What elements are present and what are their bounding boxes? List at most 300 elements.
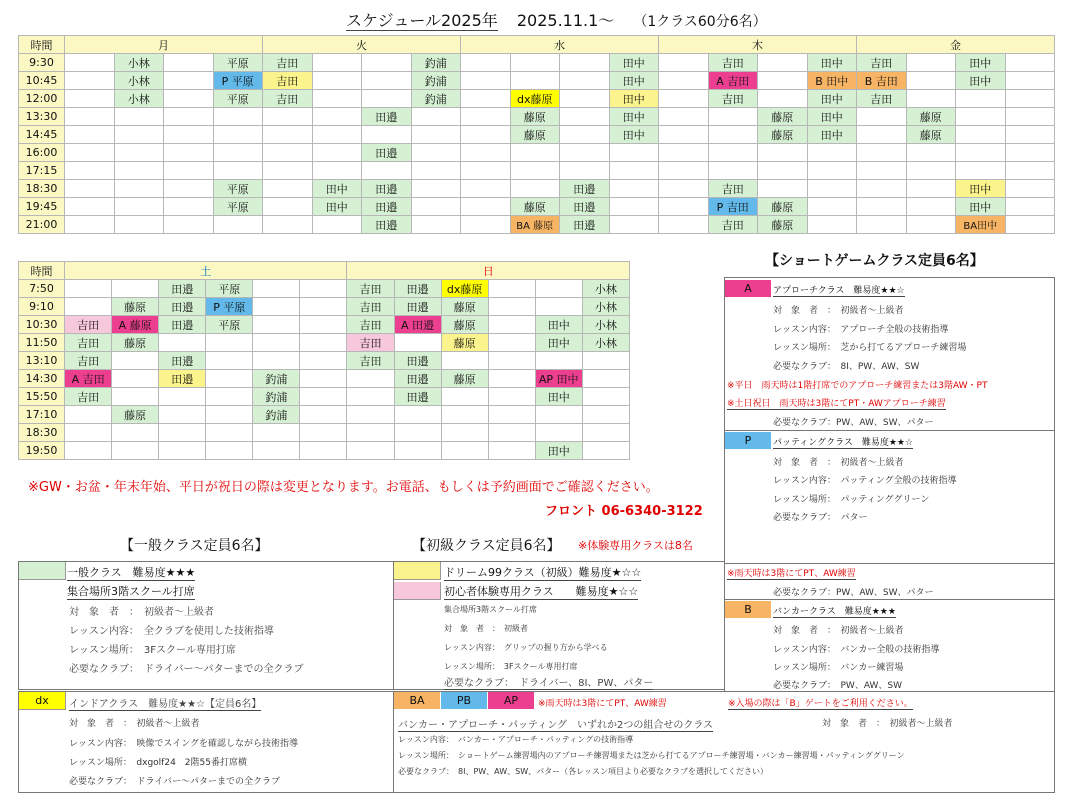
lesson-slot: 田邉 xyxy=(159,316,206,334)
lesson-slot: 田中 xyxy=(535,316,582,334)
empty-slot xyxy=(300,406,347,424)
dream99-class-name: ドリーム99クラス（初級）難易度★☆☆ xyxy=(444,566,642,579)
schedule-row xyxy=(19,108,1055,126)
time-cell: 7:50 xyxy=(19,280,65,298)
schedule-row xyxy=(19,388,630,406)
empty-slot xyxy=(510,180,560,198)
lesson-slot: 田邉 xyxy=(159,298,206,316)
empty-slot xyxy=(488,280,535,298)
empty-slot xyxy=(510,54,560,72)
empty-slot xyxy=(263,108,313,126)
empty-slot xyxy=(114,126,164,144)
empty-slot xyxy=(65,180,115,198)
title-text: スケジュール2025年 xyxy=(346,11,498,30)
empty-slot xyxy=(807,162,857,180)
empty-slot xyxy=(659,126,709,144)
empty-slot xyxy=(1005,90,1055,108)
empty-slot xyxy=(461,216,511,234)
empty-slot xyxy=(535,424,582,442)
lesson-slot: A 田邉 xyxy=(394,316,441,334)
empty-slot xyxy=(906,216,956,234)
lesson-slot: 田邉 xyxy=(394,352,441,370)
lesson-slot: 田中 xyxy=(956,72,1006,90)
day-header: 土 xyxy=(65,262,347,280)
short-game-box xyxy=(724,277,1055,692)
empty-slot xyxy=(535,352,582,370)
empty-slot xyxy=(461,198,511,216)
lesson-slot: 藤原 xyxy=(758,108,808,126)
empty-slot xyxy=(441,406,488,424)
empty-slot xyxy=(164,90,214,108)
empty-slot xyxy=(609,162,659,180)
approach-place: レッスン場所： 芝から打てるアプローチ練習場 xyxy=(773,343,967,353)
lesson-slot: B 吉田 xyxy=(857,72,907,90)
day-header: 木 xyxy=(659,36,857,54)
lesson-slot: 田邉 xyxy=(560,180,610,198)
empty-slot xyxy=(164,144,214,162)
empty-slot xyxy=(112,442,159,460)
empty-slot xyxy=(65,90,115,108)
empty-slot xyxy=(758,144,808,162)
time-cell: 21:00 xyxy=(19,216,65,234)
empty-slot xyxy=(65,424,112,442)
lesson-slot: 田邉 xyxy=(159,352,206,370)
empty-slot xyxy=(535,298,582,316)
empty-slot xyxy=(659,162,709,180)
empty-slot xyxy=(65,126,115,144)
bunker-place: レッスン場所： バンカー練習場 xyxy=(773,663,904,673)
time-cell: 17:15 xyxy=(19,162,65,180)
lesson-slot: 田中 xyxy=(609,126,659,144)
lesson-slot: 小林 xyxy=(582,280,629,298)
time-cell: 14:30 xyxy=(19,370,65,388)
day-header: 火 xyxy=(263,36,461,54)
lesson-slot: 田邉 xyxy=(394,388,441,406)
empty-slot xyxy=(164,162,214,180)
lesson-slot: 吉田 xyxy=(347,316,394,334)
empty-slot xyxy=(112,280,159,298)
indoor-tag: dx xyxy=(19,692,66,710)
empty-slot xyxy=(461,108,511,126)
lesson-slot: 藤原 xyxy=(112,298,159,316)
schedule-row xyxy=(19,126,1055,144)
lesson-slot: 釣浦 xyxy=(253,388,300,406)
empty-slot xyxy=(708,162,758,180)
lesson-slot: B 田中 xyxy=(807,72,857,90)
empty-slot xyxy=(65,198,115,216)
lesson-slot: 藤原 xyxy=(112,406,159,424)
empty-slot xyxy=(312,72,362,90)
empty-slot xyxy=(659,54,709,72)
empty-slot xyxy=(213,108,263,126)
weekday-schedule-table xyxy=(18,35,1055,234)
capacity-note: （1クラス60分6名） xyxy=(633,14,767,30)
putting-content: レッスン内容： パッティング全般の技術指導 xyxy=(773,476,957,486)
general-detail-clubs: 必要なクラブ： ドライバー～パターまでの全クラブ xyxy=(69,664,304,675)
lesson-slot: 平原 xyxy=(213,198,263,216)
empty-slot xyxy=(906,72,956,90)
empty-slot xyxy=(560,162,610,180)
trial-color-swatch xyxy=(394,582,441,600)
empty-slot xyxy=(394,424,441,442)
empty-slot xyxy=(807,198,857,216)
empty-slot xyxy=(65,280,112,298)
schedule-row xyxy=(19,352,630,370)
empty-slot xyxy=(1005,54,1055,72)
lesson-slot: 吉田 xyxy=(347,352,394,370)
empty-slot xyxy=(560,144,610,162)
combo-tag-ba: BA xyxy=(394,692,440,709)
indoor-class-name: インドアクラス 難易度★★☆【定員6名】 xyxy=(69,695,261,711)
empty-slot xyxy=(411,180,461,198)
empty-slot xyxy=(213,162,263,180)
putting-target: 対 象 者 ： 初級者～上級者 xyxy=(773,458,904,468)
empty-slot xyxy=(114,180,164,198)
empty-slot xyxy=(114,162,164,180)
lesson-slot: 田中 xyxy=(312,180,362,198)
lesson-slot: P 平原 xyxy=(213,72,263,90)
beginner-class-box xyxy=(393,561,725,690)
empty-slot xyxy=(263,180,313,198)
combo-target: 対 象 者 ： 初級者～上級者 xyxy=(822,719,953,729)
empty-slot xyxy=(560,54,610,72)
lesson-slot: 藤原 xyxy=(510,198,560,216)
lesson-slot: 田中 xyxy=(312,198,362,216)
lesson-slot: 小林 xyxy=(582,316,629,334)
approach-rain-clubs: 必要なクラブ：PW、AW、SW、パター xyxy=(773,418,934,428)
empty-slot xyxy=(441,424,488,442)
empty-slot xyxy=(857,198,907,216)
empty-slot xyxy=(300,352,347,370)
schedule-row xyxy=(19,180,1055,198)
empty-slot xyxy=(112,424,159,442)
empty-slot xyxy=(164,180,214,198)
empty-slot xyxy=(253,334,300,352)
lesson-slot: A 吉田 xyxy=(708,72,758,90)
empty-slot xyxy=(857,108,907,126)
empty-slot xyxy=(488,298,535,316)
empty-slot xyxy=(312,126,362,144)
lesson-slot: 田中 xyxy=(807,126,857,144)
day-header: 水 xyxy=(461,36,659,54)
empty-slot xyxy=(300,316,347,334)
time-cell: 11:50 xyxy=(19,334,65,352)
empty-slot xyxy=(659,72,709,90)
empty-slot xyxy=(488,388,535,406)
putting-tag: P xyxy=(725,432,771,449)
empty-slot xyxy=(411,162,461,180)
empty-slot xyxy=(300,334,347,352)
lesson-slot: 吉田 xyxy=(347,298,394,316)
putting-rain-note: ※雨天時は3階にてPT、AW練習 xyxy=(727,566,856,580)
lesson-slot: 平原 xyxy=(213,90,263,108)
lesson-slot: 吉田 xyxy=(857,54,907,72)
empty-slot xyxy=(488,316,535,334)
approach-tag: A xyxy=(725,280,771,297)
empty-slot xyxy=(1005,126,1055,144)
schedule-row xyxy=(19,72,1055,90)
bunker-target: 対 象 者 ： 初級者～上級者 xyxy=(773,626,904,636)
empty-slot xyxy=(659,144,709,162)
divider xyxy=(725,599,1054,600)
approach-target: 対 象 者 ： 初級者～上級者 xyxy=(773,306,904,316)
empty-slot xyxy=(394,406,441,424)
lesson-slot: 藤原 xyxy=(758,216,808,234)
divider xyxy=(725,563,1054,564)
empty-slot xyxy=(1005,162,1055,180)
approach-clubs: 必要なクラブ： 8I、PW、AW、SW xyxy=(773,362,920,372)
lesson-slot: 平原 xyxy=(213,180,263,198)
empty-slot xyxy=(312,108,362,126)
empty-slot xyxy=(206,370,253,388)
empty-slot xyxy=(206,406,253,424)
empty-slot xyxy=(758,180,808,198)
empty-slot xyxy=(659,216,709,234)
empty-slot xyxy=(441,388,488,406)
schedule-row xyxy=(19,424,630,442)
lesson-slot: 小林 xyxy=(114,90,164,108)
lesson-slot: 吉田 xyxy=(708,54,758,72)
indoor-place: レッスン場所： dxgolf24 2階55番打席横 xyxy=(69,758,247,768)
empty-slot xyxy=(609,216,659,234)
empty-slot xyxy=(65,298,112,316)
combo-gate-note: ※入場の際は「B」ゲートをご利用ください。 xyxy=(728,696,913,710)
empty-slot xyxy=(347,388,394,406)
beginner-detail-target: 対 象 者 ： 初級者 xyxy=(444,624,528,633)
lesson-slot: 平原 xyxy=(206,280,253,298)
empty-slot xyxy=(560,126,610,144)
empty-slot xyxy=(488,352,535,370)
empty-slot xyxy=(906,198,956,216)
bunker-content: レッスン内容： バンカー全般の技術指導 xyxy=(773,645,940,655)
lesson-slot: 小林 xyxy=(582,334,629,352)
lesson-slot: 田邉 xyxy=(159,280,206,298)
empty-slot xyxy=(253,280,300,298)
empty-slot xyxy=(411,198,461,216)
beginner-detail-place: レッスン場所： 3Fスクール専用打席 xyxy=(444,662,578,671)
empty-slot xyxy=(582,352,629,370)
lesson-slot: P 吉田 xyxy=(708,198,758,216)
empty-slot xyxy=(956,162,1006,180)
approach-rain-note-weekend: ※土日祝日 雨天時は3階にてPT・AWアプローチ練習 xyxy=(727,396,946,410)
empty-slot xyxy=(560,72,610,90)
lesson-slot: 藤原 xyxy=(112,334,159,352)
beginner-detail-clubs: 必要なクラブ： ドライバー、8I、PW、パター xyxy=(444,674,653,690)
lesson-slot: A 藤原 xyxy=(112,316,159,334)
empty-slot xyxy=(609,198,659,216)
empty-slot xyxy=(708,108,758,126)
empty-slot xyxy=(65,162,115,180)
combo-tag-pb: PB xyxy=(441,692,487,709)
empty-slot xyxy=(114,108,164,126)
lesson-slot: 吉田 xyxy=(263,54,313,72)
empty-slot xyxy=(300,370,347,388)
empty-slot xyxy=(956,126,1006,144)
empty-slot xyxy=(956,144,1006,162)
lesson-slot: 釣浦 xyxy=(411,72,461,90)
empty-slot xyxy=(65,216,115,234)
empty-slot xyxy=(708,126,758,144)
empty-slot xyxy=(65,54,115,72)
empty-slot xyxy=(488,424,535,442)
empty-slot xyxy=(253,298,300,316)
empty-slot xyxy=(582,406,629,424)
empty-slot xyxy=(164,72,214,90)
lesson-slot: 吉田 xyxy=(65,334,112,352)
lesson-slot: BA田中 xyxy=(956,216,1006,234)
empty-slot xyxy=(1005,198,1055,216)
empty-slot xyxy=(362,72,412,90)
general-meeting-place: 集合場所3階スクール打席 xyxy=(67,585,195,598)
lesson-slot: 吉田 xyxy=(347,280,394,298)
lesson-slot: 吉田 xyxy=(263,90,313,108)
combo-class-box xyxy=(393,691,1055,793)
time-cell: 10:45 xyxy=(19,72,65,90)
empty-slot xyxy=(441,442,488,460)
lesson-slot: 田邉 xyxy=(394,370,441,388)
empty-slot xyxy=(206,388,253,406)
lesson-slot: 小林 xyxy=(114,72,164,90)
empty-slot xyxy=(159,334,206,352)
empty-slot xyxy=(206,352,253,370)
day-header: 日 xyxy=(347,262,630,280)
empty-slot xyxy=(461,126,511,144)
empty-slot xyxy=(347,406,394,424)
empty-slot xyxy=(956,90,1006,108)
lesson-slot: 田中 xyxy=(609,54,659,72)
lesson-slot: 藤原 xyxy=(758,198,808,216)
lesson-slot: 藤原 xyxy=(906,108,956,126)
time-cell: 10:30 xyxy=(19,316,65,334)
empty-slot xyxy=(906,54,956,72)
indoor-target: 対 象 者 ： 初級者～上級者 xyxy=(69,719,200,729)
lesson-slot: 田中 xyxy=(956,198,1006,216)
empty-slot xyxy=(906,90,956,108)
lesson-slot: 吉田 xyxy=(857,90,907,108)
empty-slot xyxy=(164,108,214,126)
combo-rain-note: ※雨天時は3階にてPT、AW練習 xyxy=(538,699,667,709)
empty-slot xyxy=(300,280,347,298)
lesson-slot: 田邉 xyxy=(362,180,412,198)
empty-slot xyxy=(807,180,857,198)
time-cell: 17:10 xyxy=(19,406,65,424)
lesson-slot: dx藤原 xyxy=(510,90,560,108)
empty-slot xyxy=(159,442,206,460)
weekend-schedule-table xyxy=(18,261,630,460)
approach-class-name: アプローチクラス 難易度★★☆ xyxy=(773,283,905,297)
empty-slot xyxy=(758,72,808,90)
empty-slot xyxy=(263,216,313,234)
indoor-clubs: 必要なクラブ： ドライバー～パターまでの全クラブ xyxy=(69,777,281,787)
lesson-slot: 吉田 xyxy=(65,316,112,334)
empty-slot xyxy=(362,90,412,108)
empty-slot xyxy=(807,144,857,162)
empty-slot xyxy=(263,162,313,180)
time-cell: 15:50 xyxy=(19,388,65,406)
empty-slot xyxy=(560,108,610,126)
time-cell: 13:30 xyxy=(19,108,65,126)
combo-clubs: 必要なクラブ： 8I、PW、AW、SW、パター（各レッスン項目より必要なクラブを選択してください） xyxy=(398,767,769,776)
empty-slot xyxy=(263,198,313,216)
empty-slot xyxy=(906,180,956,198)
schedule-row xyxy=(19,370,630,388)
empty-slot xyxy=(112,388,159,406)
combo-content: レッスン内容： バンカー・アプローチ・パッティングの技術指導 xyxy=(398,735,634,744)
time-cell: 9:10 xyxy=(19,298,65,316)
notice-text: ※GW・お盆・年末年始、平日が祝日の際は変更となります。お電話、もしくは予約画面でご確認ください。 xyxy=(28,480,659,495)
lesson-slot: 田中 xyxy=(956,54,1006,72)
indoor-content: レッスン内容： 映像でスイングを確認しながら技術指導 xyxy=(69,739,299,749)
lesson-slot: 藤原 xyxy=(906,126,956,144)
lesson-slot: A 吉田 xyxy=(65,370,112,388)
empty-slot xyxy=(362,54,412,72)
lesson-slot: 吉田 xyxy=(65,388,112,406)
empty-slot xyxy=(312,54,362,72)
empty-slot xyxy=(347,442,394,460)
beginner-meeting-place: 集合場所3階スクール打席 xyxy=(444,605,537,614)
empty-slot xyxy=(411,126,461,144)
empty-slot xyxy=(65,72,115,90)
general-class-box xyxy=(18,561,394,690)
lesson-slot: 田邉 xyxy=(362,108,412,126)
empty-slot xyxy=(582,424,629,442)
time-cell: 19:45 xyxy=(19,198,65,216)
schedule-row xyxy=(19,406,630,424)
lesson-slot: 田中 xyxy=(535,334,582,352)
date-text: 2025.11.1～ xyxy=(516,11,615,30)
empty-slot xyxy=(411,216,461,234)
schedule-row xyxy=(19,280,630,298)
empty-slot xyxy=(206,442,253,460)
lesson-slot: 田中 xyxy=(609,90,659,108)
lesson-slot: 藤原 xyxy=(758,126,808,144)
lesson-slot: 平原 xyxy=(206,316,253,334)
empty-slot xyxy=(857,126,907,144)
empty-slot xyxy=(488,442,535,460)
beginner-detail-content: レッスン内容： グリップの握り方から学べる xyxy=(444,643,608,652)
putting-place: レッスン場所： パッティンググリーン xyxy=(773,495,930,505)
empty-slot xyxy=(213,144,263,162)
schedule-row xyxy=(19,334,630,352)
empty-slot xyxy=(807,216,857,234)
general-detail-content: レッスン内容： 全クラブを使用した技術指導 xyxy=(69,626,274,637)
empty-slot xyxy=(112,352,159,370)
empty-slot xyxy=(312,144,362,162)
empty-slot xyxy=(857,216,907,234)
empty-slot xyxy=(312,162,362,180)
approach-content: レッスン内容： アプローチ全般の技術指導 xyxy=(773,325,949,335)
empty-slot xyxy=(609,180,659,198)
empty-slot xyxy=(758,90,808,108)
empty-slot xyxy=(560,90,610,108)
empty-slot xyxy=(159,424,206,442)
empty-slot xyxy=(347,424,394,442)
empty-slot xyxy=(312,90,362,108)
empty-slot xyxy=(65,406,112,424)
empty-slot xyxy=(300,442,347,460)
empty-slot xyxy=(582,442,629,460)
lesson-slot: 吉田 xyxy=(708,216,758,234)
lesson-slot: 釣浦 xyxy=(411,54,461,72)
day-header: 金 xyxy=(857,36,1055,54)
empty-slot xyxy=(164,126,214,144)
lesson-slot: BA 藤原 xyxy=(510,216,560,234)
empty-slot xyxy=(758,54,808,72)
schedule-row xyxy=(19,442,630,460)
time-cell: 14:45 xyxy=(19,126,65,144)
empty-slot xyxy=(213,126,263,144)
empty-slot xyxy=(659,198,709,216)
